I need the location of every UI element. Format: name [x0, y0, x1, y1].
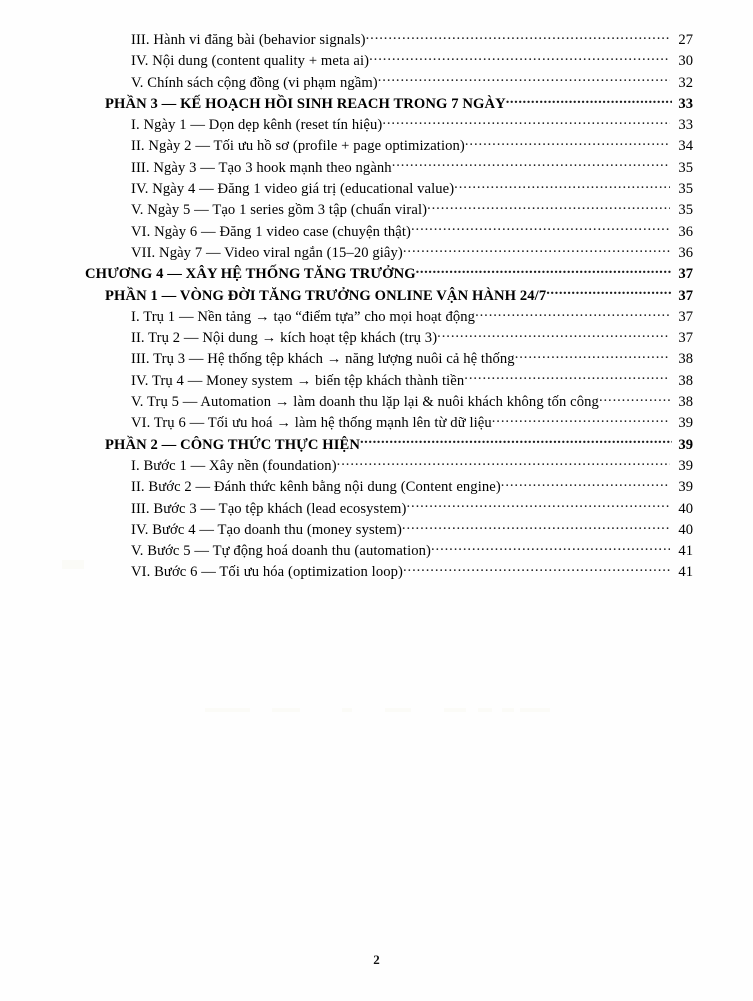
toc-entry-label: III. Trụ 3 — Hệ thống tệp khách → năng lượng nuôi cả hệ thống [131, 351, 515, 368]
toc-entry-label: I. Bước 1 — Xây nền (foundation) [131, 457, 337, 474]
toc-dot-leader [506, 94, 672, 108]
toc-entry-page-number: 35 [678, 181, 693, 198]
toc-entry-label: II. Ngày 2 — Tối ưu hồ sơ (profile + page optimization) [131, 138, 465, 155]
toc-dot-leader [403, 243, 670, 257]
toc-entry-label: PHẦN 2 — CÔNG THỨC THỰC HIỆN [105, 436, 360, 453]
toc-entry-label: IV. Bước 4 — Tạo doanh thu (money system) [131, 521, 402, 538]
toc-dot-leader [382, 115, 670, 129]
toc-entry-page-number: 36 [678, 223, 693, 240]
toc-entry-label: I. Trụ 1 — Nền tảng → tạo “điểm tựa” cho mọi hoạt động [131, 308, 476, 325]
scan-artifact [272, 708, 300, 712]
toc-entry-label: IV. Nội dung (content quality + meta ai) [131, 53, 370, 70]
toc-entry[interactable] [0, 477, 753, 498]
toc-entry-page-number: 36 [678, 244, 693, 261]
toc-entry[interactable] [0, 435, 753, 456]
toc-entry-label: V. Bước 5 — Tự động hoá doanh thu (automation) [131, 543, 431, 560]
toc-entry[interactable] [0, 307, 753, 328]
toc-entry[interactable] [0, 328, 753, 349]
toc-entry-page-number: 38 [678, 394, 693, 411]
toc-entry-page-number: 40 [678, 500, 693, 517]
toc-entry[interactable] [0, 562, 753, 583]
toc-entry-label: III. Ngày 3 — Tạo 3 hook mạnh theo ngành [131, 159, 392, 176]
toc-entry-label: VI. Trụ 6 — Tối ưu hoá → làm hệ thống mạnh lên từ dữ liệu [131, 415, 492, 432]
toc-dot-leader [416, 264, 672, 278]
toc-entry-label: III. Hành vi đăng bài (behavior signals) [131, 32, 366, 48]
toc-entry-label: CHƯƠNG 4 — XÂY HỆ THỐNG TĂNG TRƯỞNG [85, 266, 416, 283]
toc-entry[interactable] [0, 200, 753, 221]
toc-entry-label: VI. Ngày 6 — Đăng 1 video case (chuyện thật) [131, 223, 411, 240]
toc-dot-leader [501, 477, 670, 491]
toc-entry-label: III. Bước 3 — Tạo tệp khách (lead ecosystem) [131, 500, 407, 517]
toc-entry-page-number: 33 [678, 117, 693, 134]
toc-entry-page-number: 39 [678, 415, 693, 432]
toc-dot-leader [360, 435, 672, 449]
toc-dot-leader [492, 413, 670, 427]
scan-artifact [520, 708, 550, 712]
toc-entry-page-number: 39 [678, 457, 693, 474]
scan-artifact [342, 708, 352, 712]
toc-entry[interactable] [0, 51, 753, 72]
toc-entry-page-number: 37 [678, 330, 693, 347]
toc-entry-page-number: 37 [678, 287, 693, 304]
toc-entry-page-number: 41 [678, 543, 693, 560]
toc-entry-label: V. Chính sách cộng đồng (vi phạm ngầm) [131, 74, 378, 91]
toc-dot-leader [464, 371, 670, 385]
toc-entry[interactable] [0, 179, 753, 200]
toc-entry[interactable] [0, 499, 753, 520]
scan-artifact [385, 708, 411, 712]
toc-entry[interactable] [0, 158, 753, 179]
toc-entry-label: IV. Ngày 4 — Đăng 1 video giá trị (educational value) [131, 181, 455, 198]
scan-artifact [502, 708, 514, 712]
toc-entry[interactable] [0, 264, 753, 285]
toc-dot-leader [403, 562, 670, 576]
toc-entry-label: V. Trụ 5 — Automation → làm doanh thu lặp lại & nuôi khách không tốn công [131, 394, 599, 411]
toc-entry-label: IV. Trụ 4 — Money system → biến tệp khách thành tiền [131, 372, 465, 389]
toc-dot-leader [427, 200, 670, 214]
toc-entry-label: I. Ngày 1 — Dọn dẹp kênh (reset tín hiệu) [131, 117, 383, 134]
toc-entry-label: II. Bước 2 — Đánh thức kênh bằng nội dung (Content engine) [131, 479, 501, 496]
scan-artifact [444, 708, 466, 712]
toc-dot-leader [465, 136, 670, 150]
toc-entry[interactable] [0, 456, 753, 477]
toc-entry-page-number: 39 [678, 479, 693, 496]
toc-dot-leader [599, 392, 670, 406]
toc-entry-label: PHẦN 1 — VÒNG ĐỜI TĂNG TRƯỞNG ONLINE VẬN HÀNH 24/7 [105, 287, 547, 304]
toc-entry-page-number: 39 [678, 436, 693, 453]
toc-dot-leader [337, 456, 670, 470]
scan-artifact [478, 708, 492, 712]
toc-entry-page-number: 38 [678, 372, 693, 389]
toc-entry-page-number: 30 [678, 53, 693, 70]
toc-dot-leader [392, 158, 670, 172]
toc-entry[interactable] [0, 349, 753, 370]
toc-dot-leader [546, 286, 672, 300]
toc-dot-leader [437, 328, 670, 342]
toc-entry[interactable] [0, 413, 753, 434]
toc-dot-leader [402, 520, 670, 534]
toc-dot-leader [431, 541, 670, 555]
toc-entry-page-number: 32 [678, 74, 693, 91]
toc-entry-page-number: 35 [678, 202, 693, 219]
toc-entry-label: VI. Bước 6 — Tối ưu hóa (optimization loop) [131, 564, 403, 581]
toc-entry-label: PHẦN 3 — KẾ HOẠCH HỒI SINH REACH TRONG 7 NGÀY [105, 95, 506, 112]
toc-dot-leader [378, 73, 670, 87]
toc-entry[interactable] [0, 136, 753, 157]
page-number-footer [0, 952, 753, 968]
toc-dot-leader [369, 51, 670, 65]
toc-entry[interactable] [0, 30, 753, 51]
toc-dot-leader [406, 499, 670, 513]
toc-entry-page-number: 27 [678, 32, 693, 48]
toc-entry[interactable] [0, 392, 753, 413]
toc-dot-leader [475, 307, 670, 321]
toc-entry[interactable] [0, 73, 753, 94]
toc-entry-page-number: 33 [678, 95, 693, 112]
toc-entry-label: V. Ngày 5 — Tạo 1 series gồm 3 tập (chuẩn viral) [131, 202, 428, 219]
toc-entry-page-number: 38 [678, 351, 693, 368]
toc-dot-leader [454, 179, 670, 193]
table-of-contents [0, 30, 753, 584]
toc-entry-label: VII. Ngày 7 — Video viral ngắn (15–20 giây) [131, 244, 403, 261]
toc-dot-leader [515, 349, 670, 363]
toc-entry[interactable] [0, 520, 753, 541]
toc-entry[interactable] [0, 115, 753, 136]
toc-entry-page-number: 34 [678, 138, 693, 155]
toc-entry[interactable] [0, 371, 753, 392]
toc-entry-page-number: 37 [678, 308, 693, 325]
toc-dot-leader [411, 222, 670, 236]
toc-entry-page-number: 41 [678, 564, 693, 581]
toc-entry-page-number: 35 [678, 159, 693, 176]
toc-entry[interactable] [0, 541, 753, 562]
toc-entry[interactable] [0, 222, 753, 243]
toc-entry[interactable] [0, 286, 753, 307]
scan-artifact [205, 708, 250, 712]
toc-entry-page-number: 40 [678, 521, 693, 538]
toc-dot-leader [366, 30, 670, 44]
toc-entry[interactable] [0, 243, 753, 264]
page-number: 2 [373, 952, 380, 967]
toc-entry-page-number: 37 [678, 266, 693, 283]
toc-entry[interactable] [0, 94, 753, 115]
toc-entry-label: II. Trụ 2 — Nội dung → kích hoạt tệp khách (trụ 3) [131, 330, 438, 347]
